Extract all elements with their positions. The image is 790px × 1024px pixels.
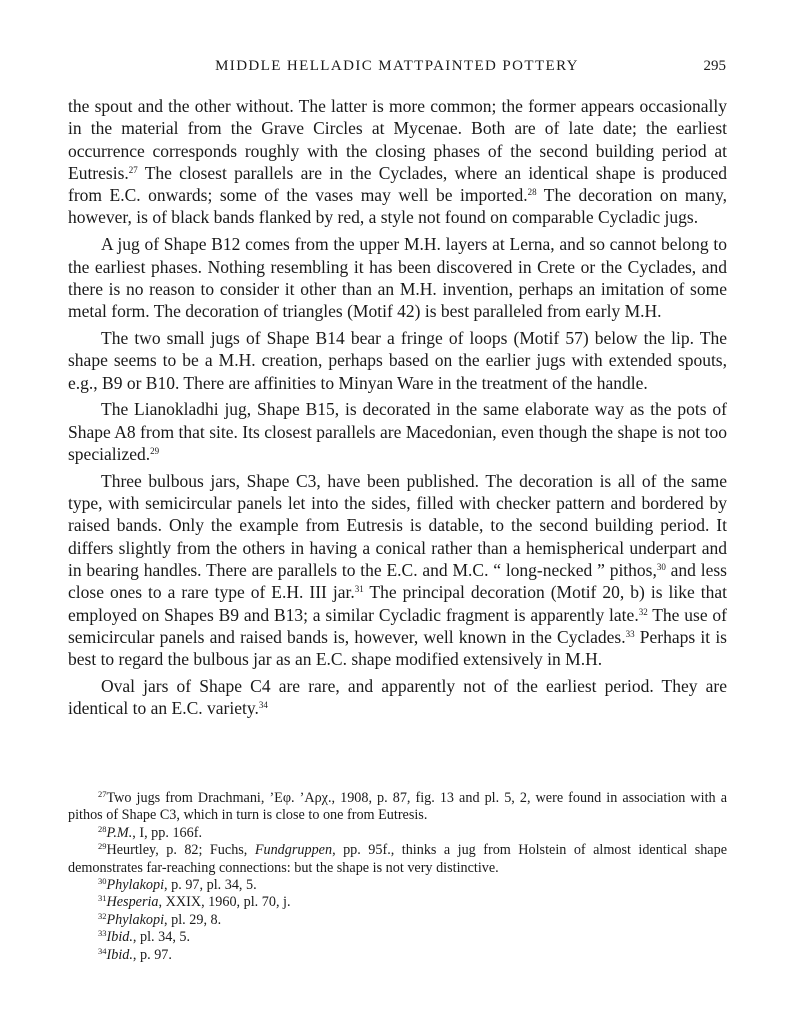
body-paragraph	[68, 233, 727, 322]
footnote	[68, 842, 727, 877]
text-run: , p. 97.	[132, 946, 172, 963]
footnote-reference: 30	[656, 561, 666, 572]
footnote	[68, 894, 727, 911]
text-run: Perhaps it is best to regard the bulbous jar as an E.C. shape modified extensively in M.H.	[68, 626, 727, 670]
running-title: MIDDLE HELLADIC MATTPAINTED POTTERY	[215, 58, 579, 74]
footnote-number: 34	[98, 945, 107, 956]
text-run: and less close ones to a rare type of E.H. III jar.	[68, 559, 727, 603]
body-text	[68, 95, 727, 724]
footnote-reference: 32	[638, 606, 648, 617]
text-run: the spout and the other without. The latter is more common; the former appears occasionally in the material from the Grave Circles at Mycenae. Both are of late date; the earliest occurrence corresponds roughly with the closing phases of the second building period at Eutresis.	[68, 96, 727, 183]
text-run: The use of semicircular panels and raised bands is, however, well known in the Cyclades.	[68, 604, 727, 647]
text-run: A jug of Shape B12 comes from the upper M.H. layers at Lerna, and so cannot belong to the earliest phases. Nothing resembling it has been discovered in Crete or the Cyclades, and there is no reason to consider it other than an M.H. invention, perhaps an imitation of some metal form. The decoration of triangles (Motif 42) is best paralleled from early M.H.	[68, 234, 727, 322]
footnote	[68, 790, 727, 825]
body-paragraph	[68, 327, 727, 394]
italic-text: P.M.	[106, 824, 133, 841]
italic-text: Hesperia	[106, 894, 159, 911]
text-run: The principal decoration (Motif 20, b) is like that employed on Shapes B9 and B13; a similar Cycladic fragment is apparently late.	[68, 582, 727, 625]
footnote-number: 30	[98, 876, 107, 887]
footnote	[68, 825, 727, 842]
footnote	[68, 877, 727, 894]
text-run: Two jugs from Drachmani, ’Εφ. ’Αρχ., 1908, p. 87, fig. 13 and pl. 5, 2, were found in association with a pithos of Shape C3, which in turn is close to one from Eutresis.	[68, 790, 727, 824]
footnote-reference: 34	[258, 700, 268, 711]
text-run: Oval jars of Shape C4 are rare, and apparently not of the earliest period. They are identical to an E.C. variety.	[68, 675, 727, 719]
text-run: , pl. 29, 8.	[164, 911, 222, 928]
text-run: The two small jugs of Shape B14 bear a fringe of loops (Motif 57) below the lip. The shape seems to be a M.H. creation, perhaps based on the earlier jugs with extended spouts, e.g., B9 or B10. There are affinities to Minyan Ware in the treatment of the handle.	[68, 327, 727, 393]
body-paragraph	[68, 675, 727, 720]
text-run: , I, pp. 166f.	[132, 824, 202, 841]
italic-text: Ibid.	[106, 946, 133, 963]
footnote-number: 31	[98, 893, 107, 904]
page-number: 295	[703, 58, 726, 74]
italic-text: Ibid.	[106, 929, 133, 946]
footnote-reference: 27	[128, 164, 138, 175]
italic-text: Phylakopi	[106, 911, 165, 928]
footnote-reference: 29	[150, 445, 160, 456]
footnote	[68, 912, 727, 929]
text-run: Three bulbous jars, Shape C3, have been published. The decoration is all of the same type, with semicircular panels let into the sides, filled with checker pattern and bordered by raised bands. Only the example from Eutresis is datable, to the second building period. It differs slightly from the others in having a conical rather than a hemispherical underpart and in bearing handles. There are parallels to the E.C. and M.C. “ long-necked ” pithos,	[68, 470, 727, 580]
footnote-number: 32	[98, 910, 107, 921]
footnotes	[68, 790, 727, 964]
footnote	[68, 929, 727, 946]
text-run: Heurtley, p. 82; Fuchs,	[106, 842, 255, 859]
footnote-reference: 31	[354, 584, 364, 595]
text-run: , pl. 34, 5.	[132, 929, 191, 946]
body-paragraph	[68, 470, 727, 671]
text-run: The closest parallels are in the Cyclades, where an identical shape is produced from E.C. onwards; some of the vases may well be imported.	[68, 162, 727, 206]
footnote	[68, 947, 727, 964]
footnote-number: 33	[98, 928, 107, 939]
footnote-number: 29	[98, 841, 107, 852]
text-run: The Lianokladhi jug, Shape B15, is decorated in the same elaborate way as the pots of Shape A8 from that site. Its closest parallels are Macedonian, even though the shape is not too specialized.	[68, 399, 727, 464]
page-header	[68, 58, 726, 82]
italic-text: Fundgruppen	[254, 842, 333, 859]
body-paragraph	[68, 95, 727, 229]
footnote-number: 27	[98, 789, 107, 799]
footnote-reference: 28	[527, 187, 537, 198]
text-run: , pp. 95f., thinks a jug from Holstein of almost identical shape demonstrates far-reaching connections: but the shape is not very distinctive.	[68, 842, 727, 876]
footnote-number: 28	[98, 823, 107, 834]
body-paragraph	[68, 398, 727, 465]
footnote-reference: 33	[625, 628, 635, 639]
text-run: The decoration on many, however, is of black bands flanked by red, a style not found on comparable Cycladic jugs.	[68, 185, 727, 228]
text-run: , p. 97, pl. 34, 5.	[164, 877, 257, 894]
italic-text: Phylakopi	[106, 877, 165, 894]
text-run: , XXIX, 1960, pl. 70, j.	[158, 894, 291, 911]
